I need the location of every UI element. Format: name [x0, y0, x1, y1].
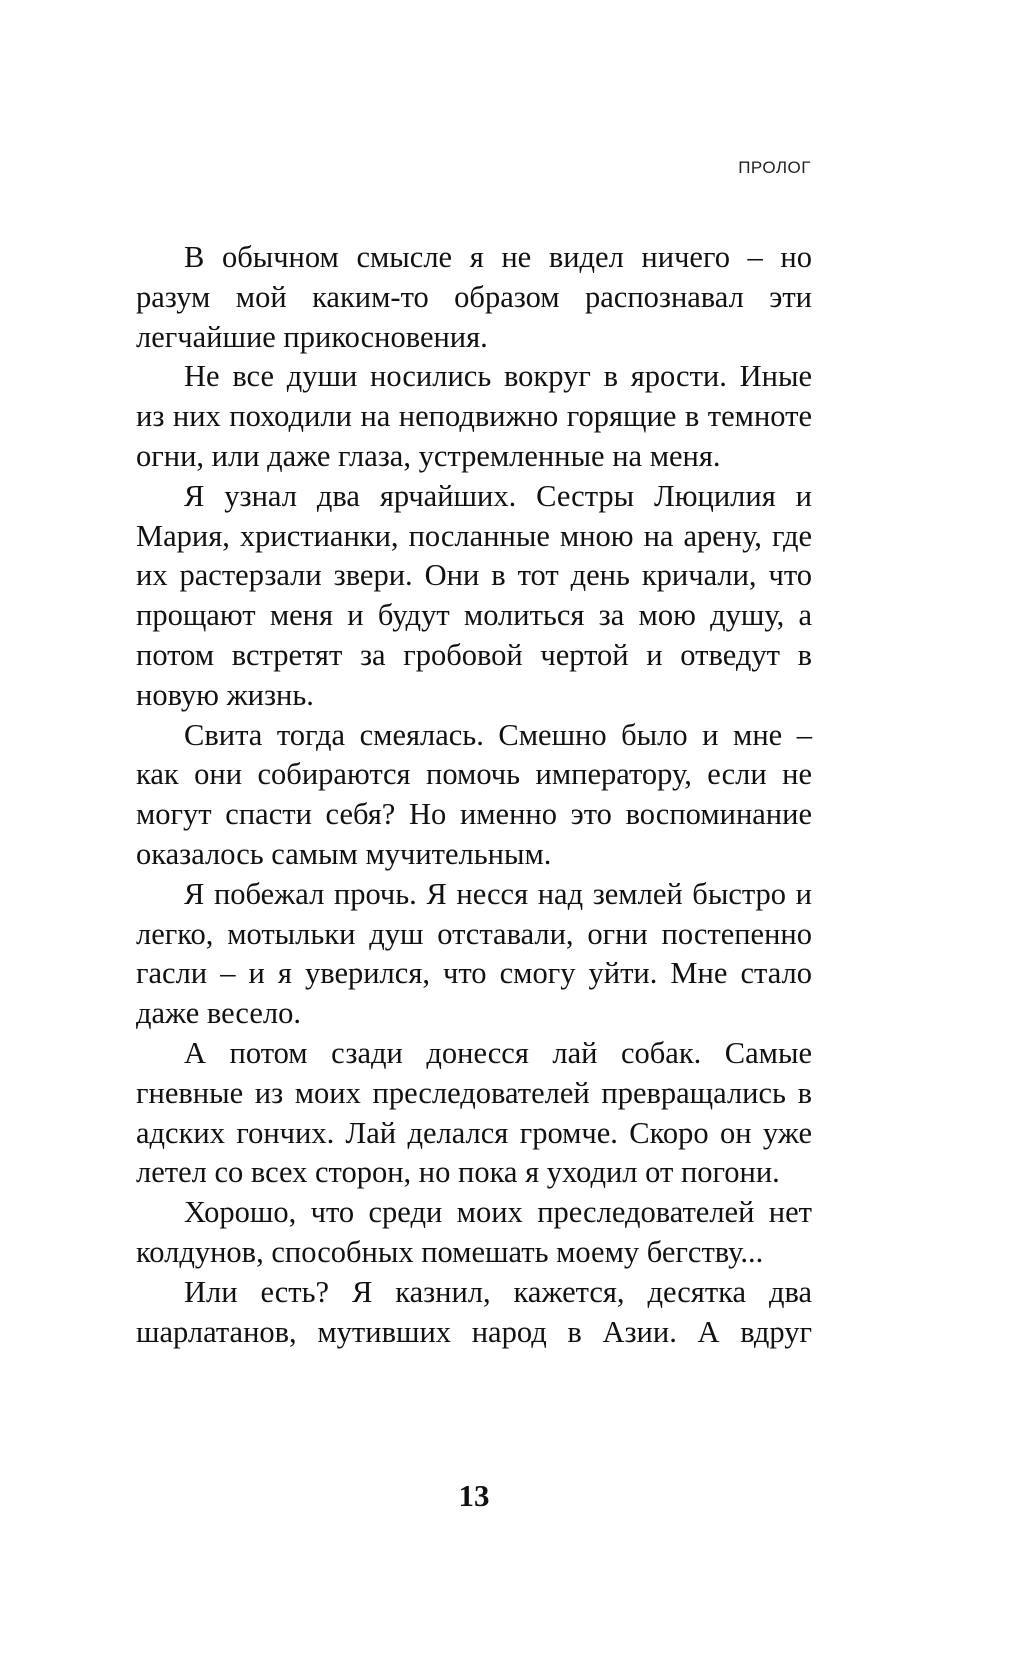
paragraph: Свита тогда смеялась. Смешно было и мне – как они собираются помочь императору, если не могут спасти себя? Но именно это воспоминание оказалось самым мучительным. [136, 717, 812, 871]
body-text [136, 238, 812, 1352]
paragraph: А потом сзади донесся лай собак. Самые гневные из моих преследователей превращались в адских гончих. Лай делался громче. Скоро он уже летел со всех сторон, но пока я уходил от погони. [136, 1035, 812, 1190]
paragraph: Хорошо, что среди моих преследователей нет колдунов, способных помешать моему бегству... [136, 1195, 812, 1269]
page-number: 13 [458, 1478, 490, 1513]
paragraph: Я узнал два ярчайших. Сестры Люцилия и Мария, христианки, посланные мною на арену, где их растерзали звери. Они в тот день кричали, что прощают меня и будут молиться за мою душу, а потом встретят за гробовой чертой и отведут в новую жизнь. [136, 478, 812, 712]
paragraph: Я побежал прочь. Я несся над землей быстро и легко, мотыльки душ отставали, огни постепенно гасли – и я уверился, что смогу уйти. Мне стало даже весело. [136, 876, 812, 1031]
paragraph: Не все души носились вокруг в ярости. Иные из них походили на неподвижно горящие в темноте огни, или даже глаза, устремленные на меня. [136, 359, 812, 473]
paragraph: В обычном смысле я не видел ничего – но разум мой каким-то образом распознавал эти легчайшие прикосновения. [136, 240, 812, 354]
paragraph: Или есть? Я казнил, кажется, десятка два шарлатанов, мутивших народ в Азии. А вдруг [136, 1274, 812, 1349]
running-head: ПРОЛОГ [738, 158, 811, 177]
